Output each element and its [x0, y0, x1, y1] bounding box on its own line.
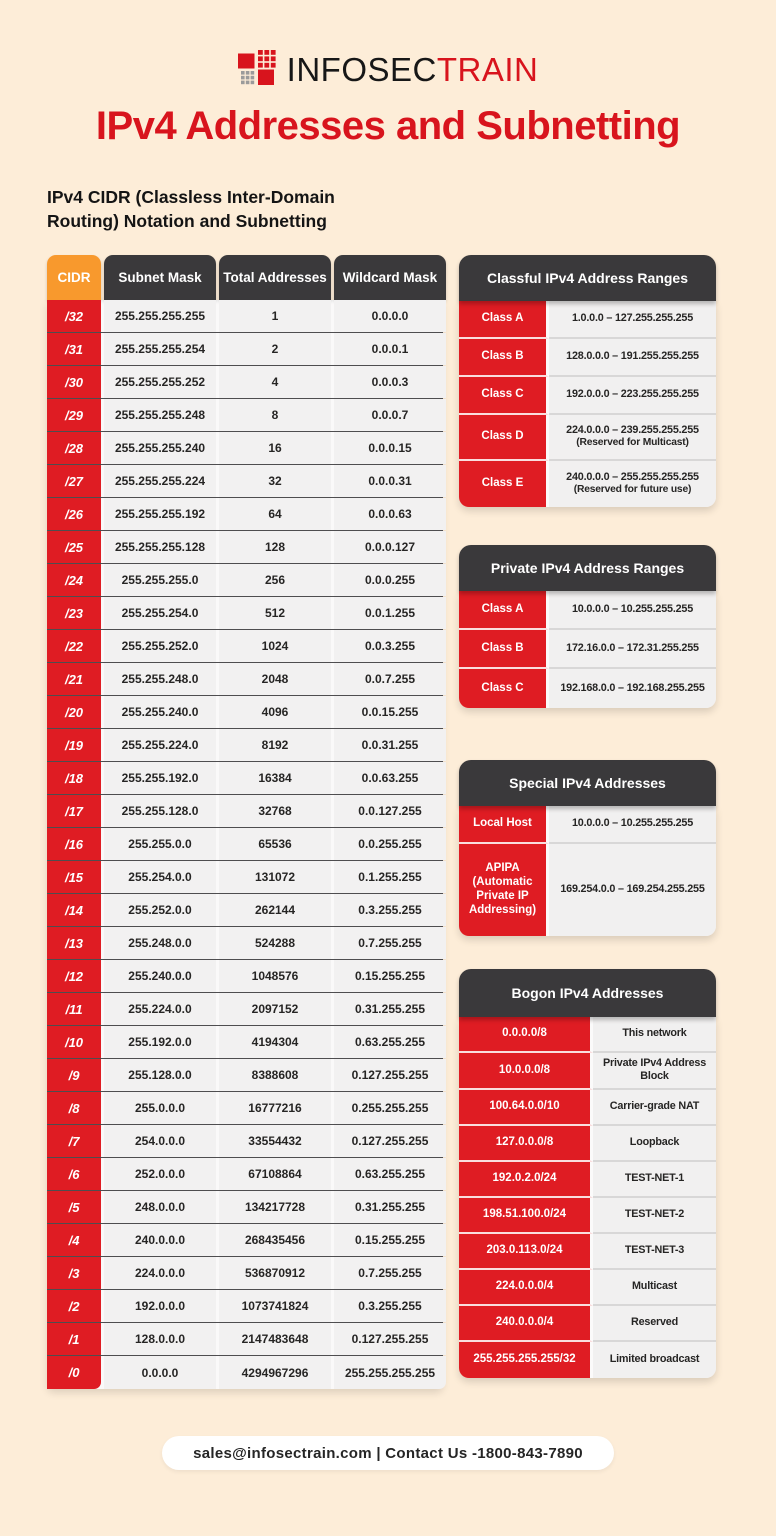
table-row	[47, 696, 443, 729]
wildcard-mask-cell: 0.0.0.15	[334, 432, 446, 464]
panel-row	[459, 591, 716, 630]
range-value-cell	[593, 1270, 716, 1306]
subnet-mask-cell: 128.0.0.0	[104, 1323, 216, 1355]
range-value-text: 128.0.0.0 – 191.255.255.255	[566, 350, 699, 363]
table-row	[47, 762, 443, 795]
cidr-cell: /31	[47, 333, 101, 365]
wildcard-mask-cell: 0.3.255.255	[334, 1290, 446, 1322]
wildcard-mask-cell: 255.255.255.255	[334, 1356, 446, 1389]
range-label-cell: 192.0.2.0/24	[459, 1162, 593, 1198]
total-addresses-cell: 524288	[219, 927, 331, 959]
range-label-cell: Local Host	[459, 806, 549, 844]
wildcard-mask-cell: 0.127.255.255	[334, 1125, 446, 1157]
subnet-mask-cell: 255.224.0.0	[104, 993, 216, 1025]
cidr-cell: /29	[47, 399, 101, 431]
table-row	[47, 1191, 443, 1224]
subnet-mask-cell: 255.255.255.255	[104, 300, 216, 332]
range-value-note: (Reserved for future use)	[573, 484, 692, 496]
panel-row	[459, 1090, 716, 1126]
range-value-cell	[593, 1126, 716, 1162]
panel-row	[459, 806, 716, 844]
range-label-cell: Class B	[459, 339, 549, 377]
wildcard-mask-cell: 0.0.15.255	[334, 696, 446, 728]
range-value-text: Multicast	[632, 1280, 677, 1293]
table-row	[47, 1323, 443, 1356]
range-label-cell: Class C	[459, 669, 549, 708]
subnet-mask-cell: 255.240.0.0	[104, 960, 216, 992]
range-value-note: (Reserved for Multicast)	[576, 437, 689, 449]
range-label-cell: 255.255.255.255/32	[459, 1342, 593, 1378]
range-value-cell	[549, 844, 716, 936]
table-row	[47, 597, 443, 630]
cidr-cell: /16	[47, 828, 101, 860]
total-addresses-cell: 1073741824	[219, 1290, 331, 1322]
subnet-mask-cell: 255.254.0.0	[104, 861, 216, 893]
wildcard-mask-cell: 0.0.0.1	[334, 333, 446, 365]
panel-row	[459, 377, 716, 415]
range-label-cell: 203.0.113.0/24	[459, 1234, 593, 1270]
range-label-cell: Class E	[459, 461, 549, 507]
total-addresses-cell: 4294967296	[219, 1356, 331, 1389]
panel-body	[459, 591, 716, 708]
range-label-cell: APIPA (Automatic Private IP Addressing)	[459, 844, 549, 936]
table-row	[47, 366, 443, 399]
brand-wordmark	[287, 51, 539, 89]
total-addresses-cell: 8388608	[219, 1059, 331, 1091]
total-addresses-cell: 4194304	[219, 1026, 331, 1058]
range-label-cell: Class D	[459, 415, 549, 461]
wildcard-mask-cell: 0.0.0.7	[334, 399, 446, 431]
range-label-cell: 10.0.0.0/8	[459, 1053, 593, 1090]
table-row	[47, 861, 443, 894]
total-addresses-cell: 536870912	[219, 1257, 331, 1289]
panel-row	[459, 339, 716, 377]
table-row	[47, 630, 443, 663]
table-row	[47, 432, 443, 465]
table-row	[47, 1125, 443, 1158]
range-value-text: Loopback	[629, 1136, 680, 1149]
subnet-mask-cell: 248.0.0.0	[104, 1191, 216, 1223]
cidr-cell: /12	[47, 960, 101, 992]
total-addresses-cell: 16	[219, 432, 331, 464]
table-row	[47, 795, 443, 828]
subnet-mask-cell: 255.255.128.0	[104, 795, 216, 827]
total-addresses-cell: 2147483648	[219, 1323, 331, 1355]
cidr-cell: /8	[47, 1092, 101, 1124]
range-label-cell: Class C	[459, 377, 549, 415]
range-value-cell	[549, 301, 716, 339]
total-addresses-cell: 67108864	[219, 1158, 331, 1190]
table-row	[47, 993, 443, 1026]
range-label-cell: 240.0.0.0/4	[459, 1306, 593, 1342]
total-addresses-cell: 32768	[219, 795, 331, 827]
cidr-cell: /14	[47, 894, 101, 926]
cidr-cell: /22	[47, 630, 101, 662]
range-value-text: 172.16.0.0 – 172.31.255.255	[566, 641, 699, 654]
subnet-mask-cell: 255.255.240.0	[104, 696, 216, 728]
subnet-mask-cell: 255.255.255.248	[104, 399, 216, 431]
total-addresses-cell: 262144	[219, 894, 331, 926]
range-value-cell	[593, 1053, 716, 1090]
subnet-mask-cell: 255.255.224.0	[104, 729, 216, 761]
subnet-mask-cell: 255.248.0.0	[104, 927, 216, 959]
cidr-cell: /9	[47, 1059, 101, 1091]
table-header-cidr: CIDR	[47, 255, 101, 300]
subnet-mask-cell: 254.0.0.0	[104, 1125, 216, 1157]
wildcard-mask-cell: 0.31.255.255	[334, 1191, 446, 1223]
cidr-cell: /19	[47, 729, 101, 761]
subtitle-line-1: IPv4 CIDR (Classless Inter-Domain	[47, 187, 335, 207]
wildcard-mask-cell: 0.0.255.255	[334, 828, 446, 860]
range-label-cell: Class A	[459, 301, 549, 339]
table-row	[47, 333, 443, 366]
panel-row	[459, 630, 716, 669]
cidr-cell: /17	[47, 795, 101, 827]
range-value-cell	[593, 1342, 716, 1378]
subnet-mask-cell: 255.255.192.0	[104, 762, 216, 794]
range-value-text: 192.0.0.0 – 223.255.255.255	[566, 388, 699, 401]
range-value-text: 1.0.0.0 – 127.255.255.255	[571, 312, 694, 325]
range-value-text: Reserved	[630, 1316, 679, 1329]
total-addresses-cell: 8192	[219, 729, 331, 761]
wildcard-mask-cell: 0.7.255.255	[334, 927, 446, 959]
subnet-mask-cell: 255.255.255.224	[104, 465, 216, 497]
wildcard-mask-cell: 0.0.0.31	[334, 465, 446, 497]
total-addresses-cell: 2	[219, 333, 331, 365]
total-addresses-cell: 131072	[219, 861, 331, 893]
cidr-cell: /18	[47, 762, 101, 794]
wildcard-mask-cell: 0.0.0.255	[334, 564, 446, 596]
cidr-cell: /15	[47, 861, 101, 893]
cidr-cell: /20	[47, 696, 101, 728]
wildcard-mask-cell: 0.0.7.255	[334, 663, 446, 695]
subnet-mask-cell: 252.0.0.0	[104, 1158, 216, 1190]
cidr-cell: /7	[47, 1125, 101, 1157]
table-row	[47, 531, 443, 564]
cidr-table-header-row	[47, 255, 443, 300]
total-addresses-cell: 134217728	[219, 1191, 331, 1223]
subnet-mask-cell: 240.0.0.0	[104, 1224, 216, 1256]
table-row	[47, 1092, 443, 1125]
panel-body	[459, 806, 716, 936]
cidr-cell: /32	[47, 300, 101, 332]
range-label-cell: 0.0.0.0/8	[459, 1017, 593, 1053]
range-value-text: 192.168.0.0 – 192.168.255.255	[560, 681, 705, 694]
subnet-mask-cell: 255.0.0.0	[104, 1092, 216, 1124]
page-title: IPv4 Addresses and Subnetting	[95, 104, 681, 148]
wildcard-mask-cell: 0.255.255.255	[334, 1092, 446, 1124]
cidr-cell: /11	[47, 993, 101, 1025]
table-header-total-addresses: Total Addresses	[219, 255, 331, 300]
range-value-cell	[549, 415, 716, 461]
panel-row	[459, 415, 716, 461]
wildcard-mask-cell: 0.127.255.255	[334, 1059, 446, 1091]
total-addresses-cell: 65536	[219, 828, 331, 860]
cidr-cell: /0	[47, 1356, 101, 1389]
wildcard-mask-cell: 0.31.255.255	[334, 993, 446, 1025]
panel-row	[459, 844, 716, 936]
infosectrain-logo-icon	[238, 50, 278, 90]
panel-private-ranges	[459, 545, 716, 708]
brand-wordmark-train: TRAIN	[436, 51, 539, 88]
panel-row	[459, 1017, 716, 1053]
footer-contact-pill	[162, 1436, 614, 1470]
range-value-text: TEST-NET-2	[624, 1208, 685, 1221]
cidr-cell: /26	[47, 498, 101, 530]
wildcard-mask-cell: 0.15.255.255	[334, 960, 446, 992]
range-label-cell: 224.0.0.0/4	[459, 1270, 593, 1306]
range-value-text: 240.0.0.0 – 255.255.255.255	[566, 470, 699, 483]
panel-row	[459, 1126, 716, 1162]
cidr-cell: /23	[47, 597, 101, 629]
table-row	[47, 399, 443, 432]
wildcard-mask-cell: 0.0.0.0	[334, 300, 446, 332]
total-addresses-cell: 1	[219, 300, 331, 332]
table-row	[47, 1026, 443, 1059]
range-value-cell	[549, 377, 716, 415]
range-value-text: 10.0.0.0 – 10.255.255.255	[571, 602, 694, 615]
subnet-mask-cell: 255.255.255.240	[104, 432, 216, 464]
subnet-mask-cell: 255.128.0.0	[104, 1059, 216, 1091]
panel-classful-ranges	[459, 255, 716, 507]
subnet-mask-cell: 255.255.252.0	[104, 630, 216, 662]
cidr-cell: /4	[47, 1224, 101, 1256]
table-row	[47, 663, 443, 696]
cidr-subnetting-table	[47, 255, 443, 1389]
wildcard-mask-cell: 0.0.31.255	[334, 729, 446, 761]
range-label-cell: 100.64.0.0/10	[459, 1090, 593, 1126]
range-value-cell	[549, 630, 716, 669]
panel-title: Private IPv4 Address Ranges	[459, 545, 716, 591]
table-row	[47, 465, 443, 498]
range-value-text: TEST-NET-1	[624, 1172, 685, 1185]
panel-title: Bogon IPv4 Addresses	[459, 969, 716, 1017]
subnet-mask-cell: 255.255.254.0	[104, 597, 216, 629]
table-row	[47, 1224, 443, 1257]
wildcard-mask-cell: 0.0.63.255	[334, 762, 446, 794]
wildcard-mask-cell: 0.127.255.255	[334, 1323, 446, 1355]
range-value-cell	[549, 806, 716, 844]
range-label-cell: Class B	[459, 630, 549, 669]
cidr-cell: /24	[47, 564, 101, 596]
subnet-mask-cell: 224.0.0.0	[104, 1257, 216, 1289]
cidr-cell: /27	[47, 465, 101, 497]
range-value-cell	[593, 1234, 716, 1270]
total-addresses-cell: 2048	[219, 663, 331, 695]
cidr-cell: /13	[47, 927, 101, 959]
table-header-subnet-mask: Subnet Mask	[104, 255, 216, 300]
subnet-mask-cell: 255.255.255.128	[104, 531, 216, 563]
subnet-mask-cell: 255.252.0.0	[104, 894, 216, 926]
table-row	[47, 960, 443, 993]
range-label-cell: Class A	[459, 591, 549, 630]
panel-row	[459, 1162, 716, 1198]
range-value-text: TEST-NET-3	[624, 1244, 685, 1257]
wildcard-mask-cell: 0.15.255.255	[334, 1224, 446, 1256]
cidr-cell: /30	[47, 366, 101, 398]
wildcard-mask-cell: 0.0.127.255	[334, 795, 446, 827]
table-row	[47, 1290, 443, 1323]
cidr-cell: /10	[47, 1026, 101, 1058]
subnet-mask-cell: 255.255.255.254	[104, 333, 216, 365]
table-row	[47, 1158, 443, 1191]
wildcard-mask-cell: 0.63.255.255	[334, 1158, 446, 1190]
panel-row	[459, 301, 716, 339]
subnet-mask-cell: 192.0.0.0	[104, 1290, 216, 1322]
total-addresses-cell: 16384	[219, 762, 331, 794]
range-value-cell	[593, 1306, 716, 1342]
range-value-text: Private IPv4 Address Block	[602, 1057, 707, 1083]
panel-body	[459, 1017, 716, 1378]
cidr-cell: /21	[47, 663, 101, 695]
total-addresses-cell: 2097152	[219, 993, 331, 1025]
subnet-mask-cell: 255.255.0.0	[104, 828, 216, 860]
table-header-wildcard-mask: Wildcard Mask	[334, 255, 446, 300]
range-value-text: 169.254.0.0 – 169.254.255.255	[560, 883, 705, 896]
range-value-cell	[549, 669, 716, 708]
range-value-text: Limited broadcast	[609, 1353, 700, 1366]
panel-special-addresses	[459, 760, 716, 936]
table-row	[47, 1356, 443, 1389]
table-row	[47, 927, 443, 960]
total-addresses-cell: 256	[219, 564, 331, 596]
brand-header	[0, 50, 776, 90]
panel-row	[459, 461, 716, 507]
subnet-mask-cell: 255.192.0.0	[104, 1026, 216, 1058]
total-addresses-cell: 512	[219, 597, 331, 629]
panel-body	[459, 301, 716, 507]
wildcard-mask-cell: 0.63.255.255	[334, 1026, 446, 1058]
cidr-cell: /3	[47, 1257, 101, 1289]
wildcard-mask-cell: 0.0.0.63	[334, 498, 446, 530]
total-addresses-cell: 1048576	[219, 960, 331, 992]
panel-title: Special IPv4 Addresses	[459, 760, 716, 806]
range-value-cell	[593, 1198, 716, 1234]
total-addresses-cell: 4096	[219, 696, 331, 728]
cidr-cell: /6	[47, 1158, 101, 1190]
cidr-cell: /2	[47, 1290, 101, 1322]
wildcard-mask-cell: 0.3.255.255	[334, 894, 446, 926]
range-value-cell	[593, 1017, 716, 1053]
subtitle-line-2: Routing) Notation and Subnetting	[47, 211, 327, 231]
panel-row	[459, 669, 716, 708]
range-value-cell	[549, 461, 716, 507]
cidr-cell: /28	[47, 432, 101, 464]
panel-row	[459, 1053, 716, 1090]
range-value-text: This network	[622, 1027, 687, 1040]
wildcard-mask-cell: 0.0.3.255	[334, 630, 446, 662]
wildcard-mask-cell: 0.0.1.255	[334, 597, 446, 629]
section-subtitle	[47, 185, 335, 233]
table-row	[47, 498, 443, 531]
total-addresses-cell: 4	[219, 366, 331, 398]
range-value-cell	[593, 1162, 716, 1198]
range-label-cell: 127.0.0.0/8	[459, 1126, 593, 1162]
cidr-table-body	[47, 300, 443, 1389]
table-row	[47, 564, 443, 597]
panel-bogon-addresses	[459, 969, 716, 1378]
wildcard-mask-cell: 0.0.0.127	[334, 531, 446, 563]
panel-row	[459, 1270, 716, 1306]
table-row	[47, 1257, 443, 1290]
total-addresses-cell: 32	[219, 465, 331, 497]
table-row	[47, 300, 443, 333]
subnet-mask-cell: 0.0.0.0	[104, 1356, 216, 1389]
cidr-cell: /1	[47, 1323, 101, 1355]
cidr-cell: /5	[47, 1191, 101, 1223]
total-addresses-cell: 8	[219, 399, 331, 431]
panel-row	[459, 1342, 716, 1378]
subnet-mask-cell: 255.255.255.0	[104, 564, 216, 596]
total-addresses-cell: 1024	[219, 630, 331, 662]
subnet-mask-cell: 255.255.248.0	[104, 663, 216, 695]
range-value-cell	[593, 1090, 716, 1126]
range-value-text: Carrier-grade NAT	[609, 1100, 700, 1113]
range-value-text: 224.0.0.0 – 239.255.255.255	[566, 423, 699, 436]
brand-wordmark-infosec: INFOSEC	[286, 51, 437, 88]
range-label-cell: 198.51.100.0/24	[459, 1198, 593, 1234]
cidr-cell: /25	[47, 531, 101, 563]
wildcard-mask-cell: 0.1.255.255	[334, 861, 446, 893]
footer-contact-text: sales@infosectrain.com | Contact Us -1800-843-7890	[193, 1444, 583, 1462]
table-row	[47, 894, 443, 927]
wildcard-mask-cell: 0.7.255.255	[334, 1257, 446, 1289]
panel-title: Classful IPv4 Address Ranges	[459, 255, 716, 301]
total-addresses-cell: 33554432	[219, 1125, 331, 1157]
panel-row	[459, 1306, 716, 1342]
panel-row	[459, 1198, 716, 1234]
panel-row	[459, 1234, 716, 1270]
total-addresses-cell: 128	[219, 531, 331, 563]
total-addresses-cell: 64	[219, 498, 331, 530]
range-value-cell	[549, 339, 716, 377]
total-addresses-cell: 16777216	[219, 1092, 331, 1124]
table-row	[47, 729, 443, 762]
range-value-text: 10.0.0.0 – 10.255.255.255	[571, 817, 694, 830]
table-row	[47, 1059, 443, 1092]
wildcard-mask-cell: 0.0.0.3	[334, 366, 446, 398]
table-row	[47, 828, 443, 861]
range-value-cell	[549, 591, 716, 630]
total-addresses-cell: 268435456	[219, 1224, 331, 1256]
subnet-mask-cell: 255.255.255.192	[104, 498, 216, 530]
subnet-mask-cell: 255.255.255.252	[104, 366, 216, 398]
